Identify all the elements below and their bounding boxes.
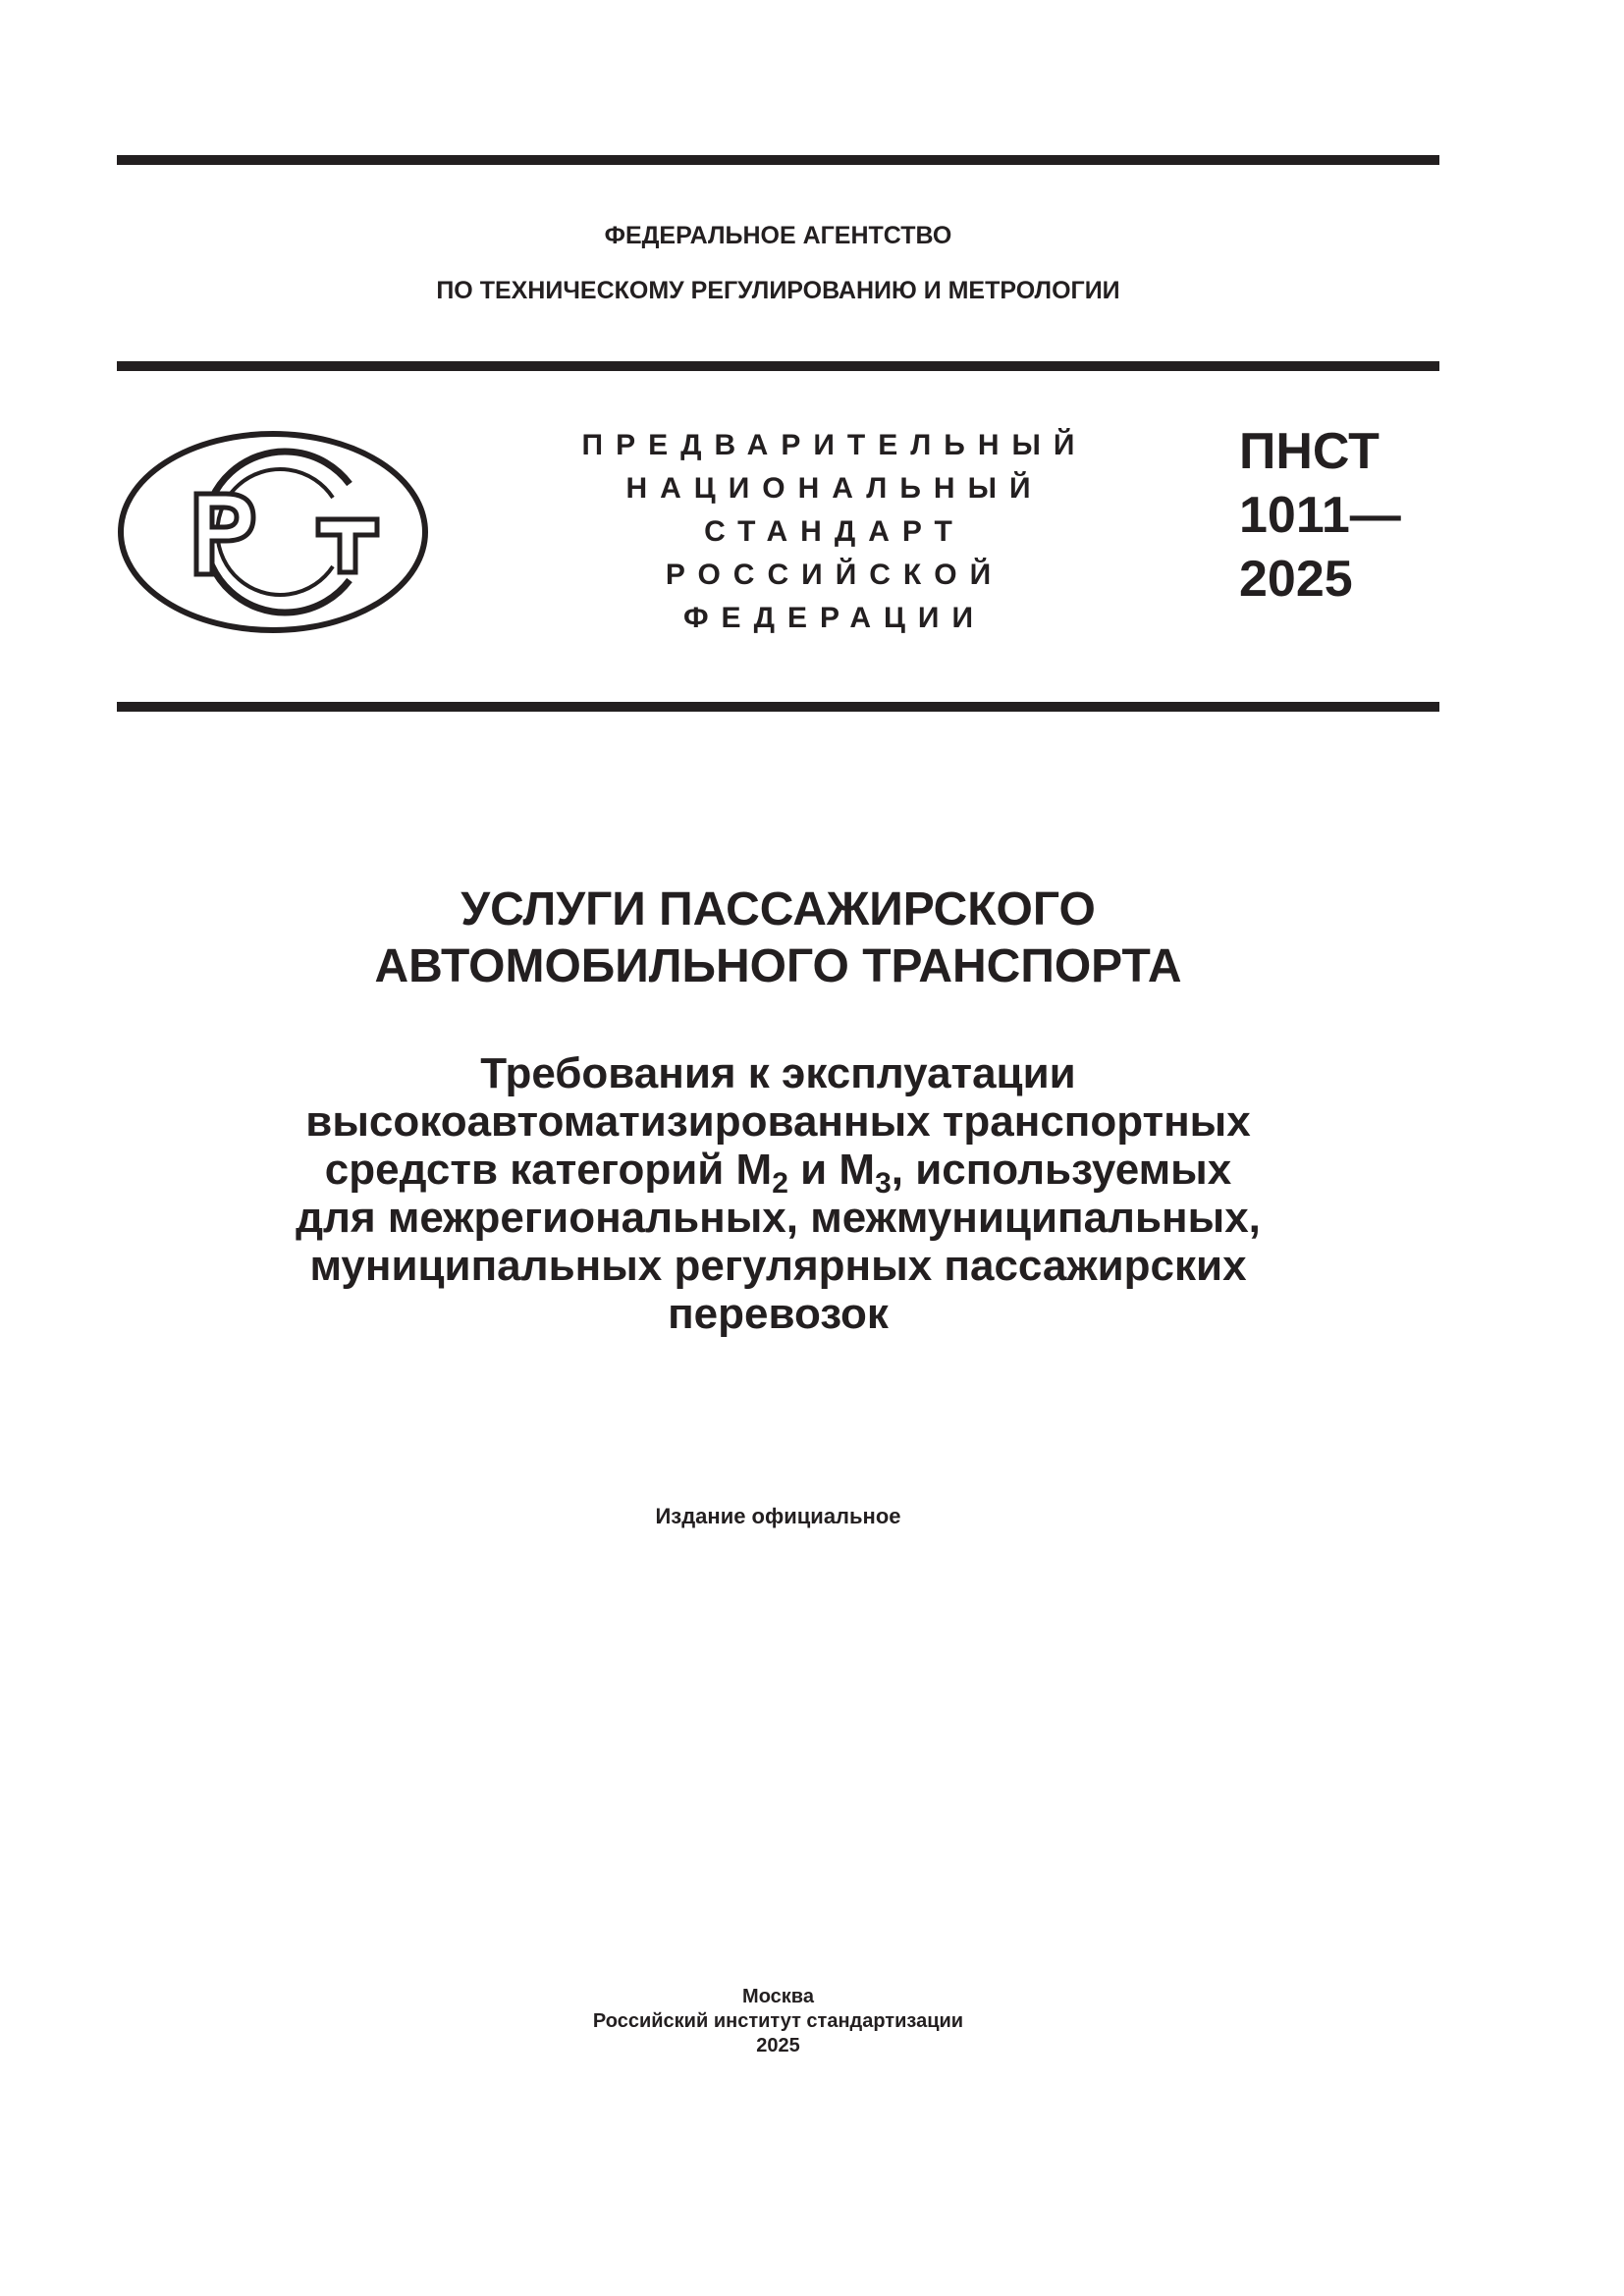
agency-name [117, 221, 1439, 250]
standard-type-line: ФЕДЕРАЦИИ [682, 602, 987, 634]
gost-r-logo [116, 429, 430, 635]
category-m2-subscript: 2 [772, 1167, 788, 1200]
standard-type-line: НАЦИОНАЛЬНЫЙ [625, 472, 1044, 505]
title-line-2: АВТОМОБИЛЬНОГО ТРАНСПОРТА [374, 940, 1182, 992]
title-line-1: УСЛУГИ ПАССАЖИРСКОГО [460, 883, 1096, 935]
top-rule [117, 155, 1439, 165]
publication-city: Москва [742, 1986, 814, 2007]
subtitle-line-3-b: и М [787, 1146, 876, 1194]
standard-type-line: ПРЕДВАРИТЕЛЬНЫЙ [581, 429, 1088, 461]
standard-number [1239, 420, 1401, 612]
gost-r-certification-logo-icon [116, 429, 430, 635]
publication-year: 2025 [756, 2035, 800, 2056]
standard-type-line: РОССИЙСКОЙ [665, 559, 1004, 591]
standard-number-prefix: ПНСТ [1239, 423, 1380, 480]
subtitle-line-6: перевозок [668, 1290, 889, 1338]
subtitle-line-1: Требования к эксплуатации [480, 1049, 1076, 1097]
subtitle-line-3-c: , используемых [891, 1146, 1232, 1194]
subtitle-line-3-a: средств категорий М [324, 1146, 773, 1194]
subtitle-line-4: для межрегиональных, межмуниципальных, [296, 1194, 1261, 1242]
publication-info [117, 1985, 1439, 2058]
standard-type [550, 424, 1119, 640]
publisher-name: Российский институт стандартизации [592, 2010, 964, 2032]
agency-line-2: ПО ТЕХНИЧЕСКОМУ РЕГУЛИРОВАНИЮ И МЕТРОЛОГИИ [436, 277, 1120, 304]
standard-number-value: 1011— [1239, 487, 1401, 544]
subtitle-line-5: муниципальных регулярных пассажирских [309, 1242, 1247, 1290]
agency-line-1: ФЕДЕРАЛЬНОЕ АГЕНТСТВО [604, 222, 952, 249]
agency-bottom-rule [117, 361, 1439, 371]
document-subtitle [117, 1049, 1439, 1338]
header-bottom-rule [117, 702, 1439, 712]
document-title [117, 881, 1439, 995]
subtitle-line-2: высокоавтоматизированных транспортных [305, 1097, 1251, 1146]
standard-type-line: СТАНДАРТ [704, 515, 965, 548]
edition-label: Издание официальное [655, 1504, 901, 1528]
category-m3-subscript: 3 [875, 1167, 892, 1200]
subtitle-line-3 [117, 1146, 1439, 1200]
agency-name-2 [117, 276, 1439, 305]
standard-number-year: 2025 [1239, 551, 1353, 608]
